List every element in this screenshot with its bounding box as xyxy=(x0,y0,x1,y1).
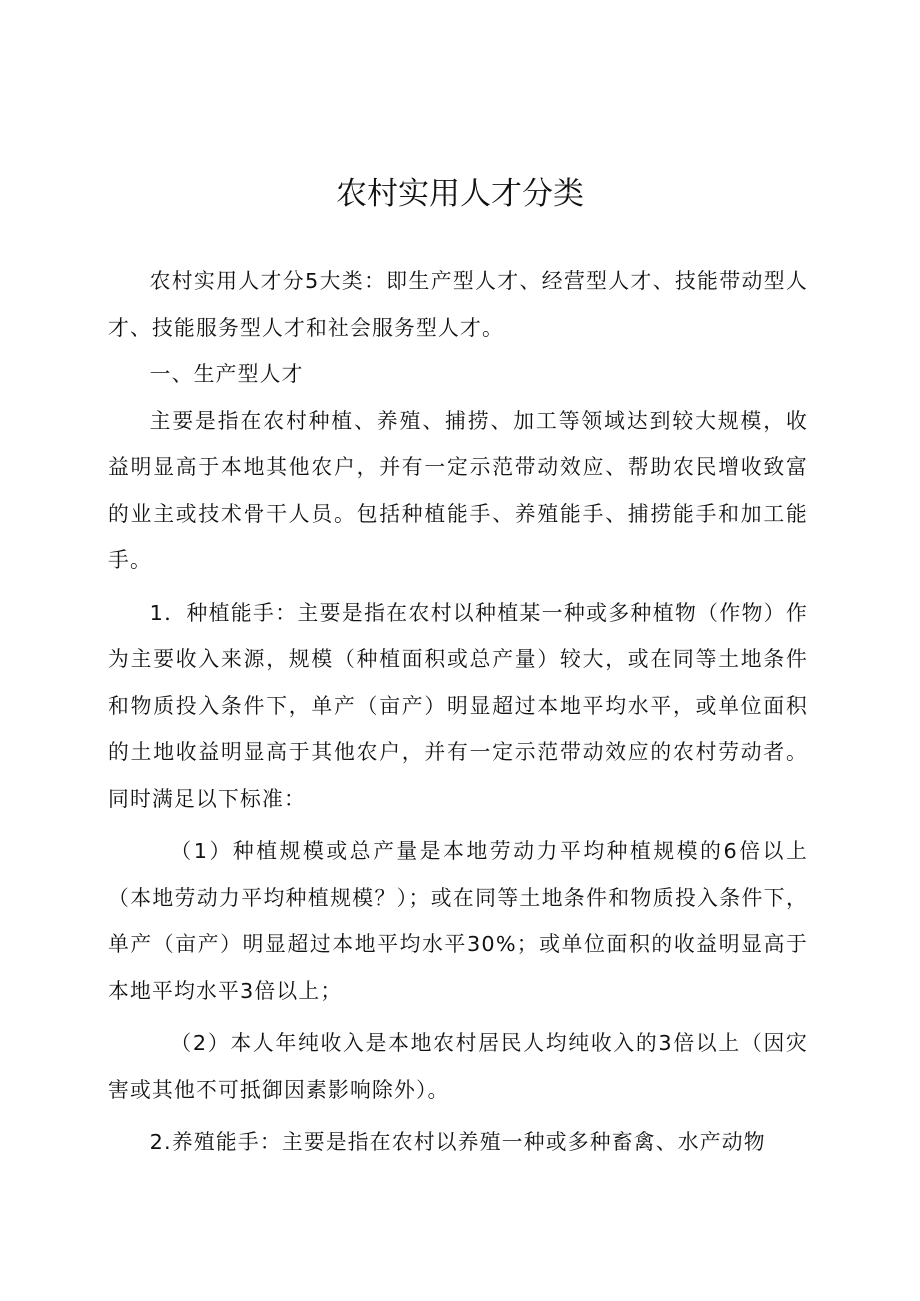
document-title: 农村实用人才分类 xyxy=(336,176,584,212)
criterion-1: （1）种植规模或总产量是本地劳动力平均种植规模的6倍以上（本地劳动力平均种植规模？）；或在同等土地条件和物质投入条件下，单产（亩产）明显超过本地平均水平30%；或单位面积的收益明显高于本地平均水平3倍以上； xyxy=(108,839,808,1003)
paragraph-breeding-expert: 2.养殖能手：主要是指在农村以养殖一种或多种畜禽、水产动物 xyxy=(149,1130,766,1154)
paragraph-production-definition: 主要是指在农村种植、养殖、捕捞、加工等领域达到较大规模，收益明显高于本地其他农户，并有一定示范带动效应、帮助农民增收致富的业主或技术骨干人员。包括种植能手、养殖能手、捕捞能手和加工能手。 xyxy=(108,408,808,572)
section-heading-production-talent: 一、生产型人才 xyxy=(149,362,304,386)
document-body xyxy=(108,258,808,1166)
criterion-2: （2）本人年纯收入是本地农村居民人均纯收入的3倍以上（因灾害或其他不可抵御因素影响除外）。 xyxy=(108,1031,808,1102)
paragraph-intro: 农村实用人才分5大类：即生产型人才、经营型人才、技能带动型人才、技能服务型人才和社会服务型人才。 xyxy=(108,269,808,340)
paragraph-planting-expert: 1．种植能手：主要是指在农村以种植某一种或多种植物（作物）作为主要收入来源，规模（种植面积或总产量）较大，或在同等土地条件和物质投入条件下，单产（亩产）明显超过本地平均水平，或单位面积的土地收益明显高于其他农户，并有一定示范带动效应的农村劳动者。同时满足以下标准： xyxy=(108,600,808,811)
